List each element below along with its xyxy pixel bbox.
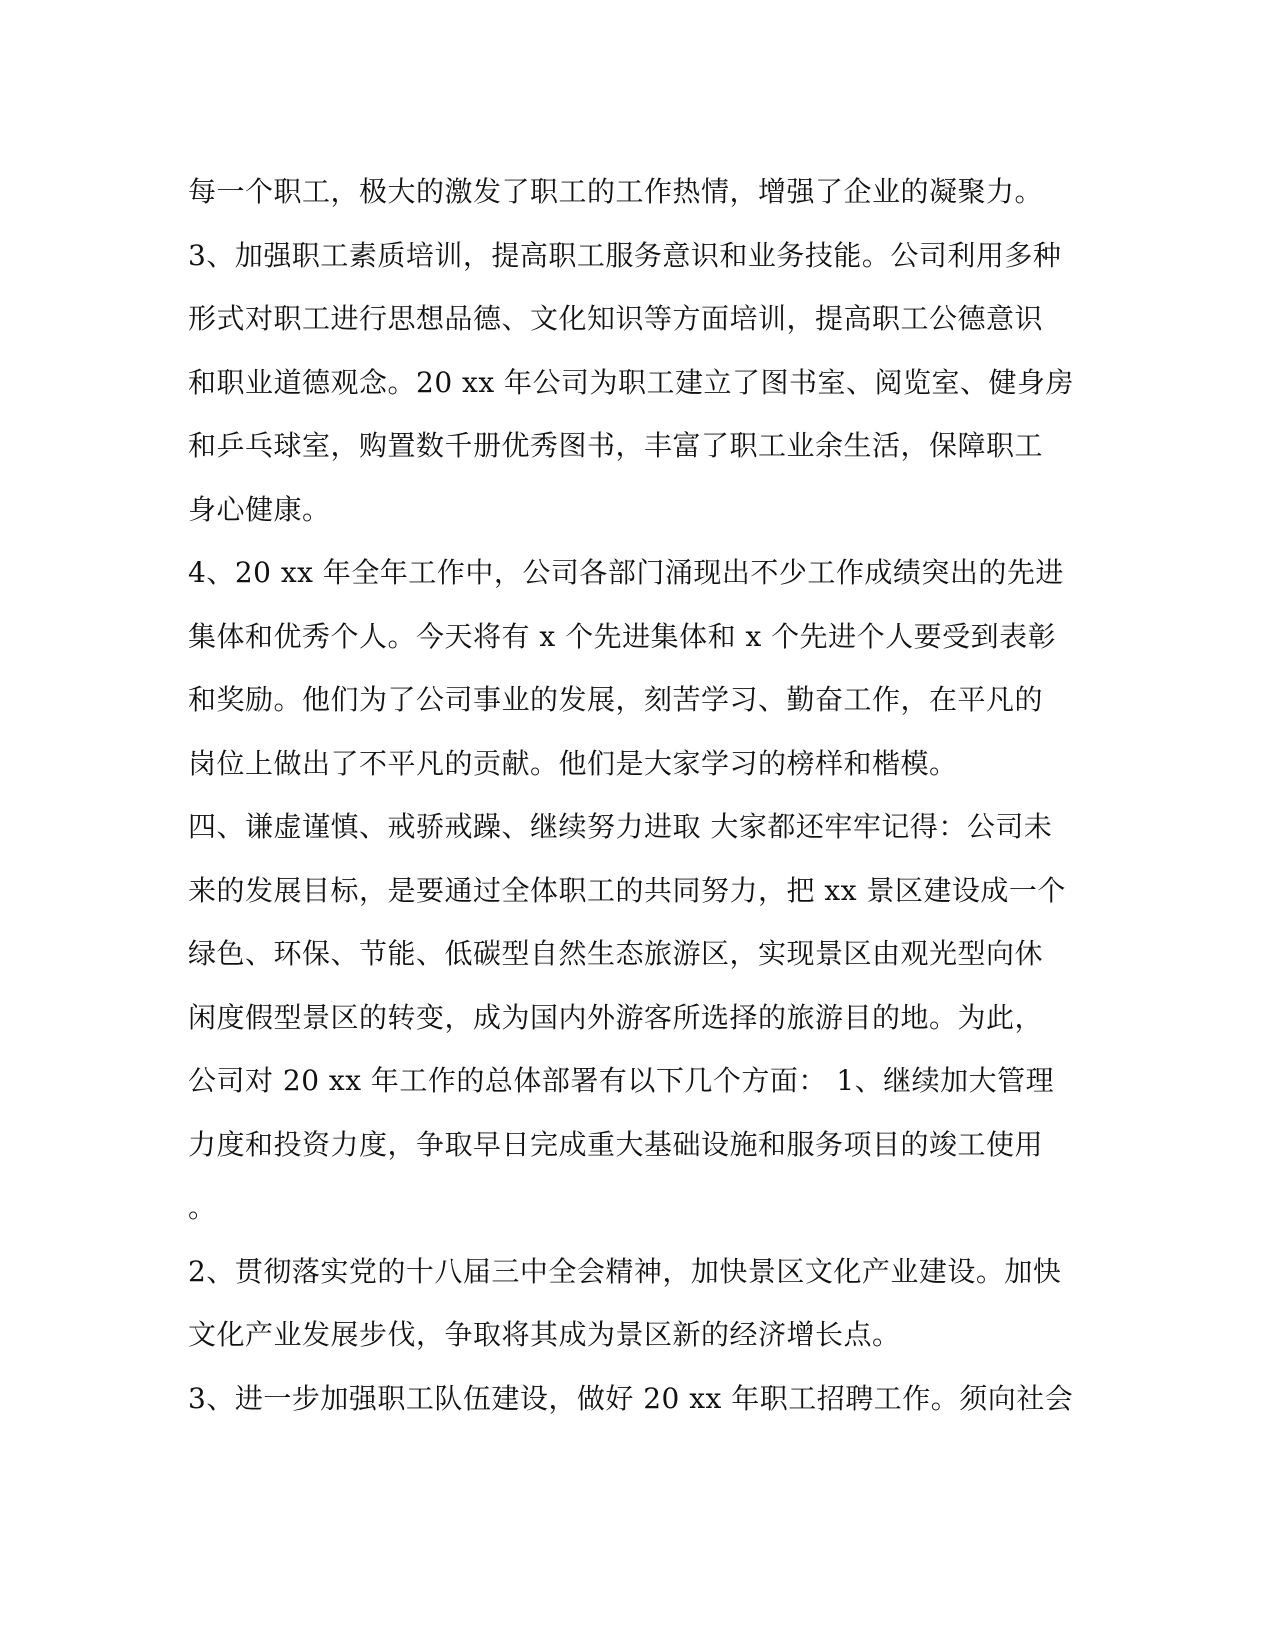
text-line: 4、20 xx 年全年工作中，公司各部门涌现出不少工作成绩突出的先进 [188,556,1064,589]
text-line: 每一个职工，极大的激发了职工的工作热情，增强了企业的凝聚力。 [188,175,1044,208]
text-line: 3、进一步加强职工队伍建设，做好 20 xx 年职工招聘工作。须向社会 [188,1381,1074,1415]
body-text [188,160,1088,1430]
text-line: 四、谦虚谨慎、戒骄戒躁、继续努力进取 大家都还牢牢记得：公司未 [188,810,1053,843]
text-line: 绿色、环保、节能、低碳型自然生态旅游区，实现景区由观光型向休 [188,937,1044,970]
text-line: 公司对 20 xx 年工作的总体部署有以下几个方面： 1、继续加大管理 [188,1064,1055,1097]
text-line: 闲度假型景区的转变，成为国内外游客所选择的旅游目的地。为此， [188,1000,1044,1034]
text-line: 形式对职工进行思想品德、文化知识等方面培训，提高职工公德意识 [188,302,1044,335]
text-line: 3、加强职工素质培训，提高职工服务意识和业务技能。公司利用多种 [188,238,1062,272]
text-line: 身心健康。 [188,492,331,526]
text-line: 文化产业发展步伐，争取将其成为景区新的经济增长点。 [188,1318,901,1351]
text-line: 和奖励。他们为了公司事业的发展，刻苦学习、勤奋工作，在平凡的 [188,683,1044,716]
text-line: 。 [188,1191,217,1224]
text-line: 和乒乓球室，购置数千册优秀图书，丰富了职工业余生活，保障职工 [188,429,1044,462]
text-line: 2、贯彻落实党的十八届三中全会精神，加快景区文化产业建设。加快 [188,1254,1062,1288]
text-line: 和职业道德观念。20 xx 年公司为职工建立了图书室、阅览室、健身房 [188,365,1075,399]
text-line: 来的发展目标，是要通过全体职工的共同努力，把 xx 景区建设成一个 [188,873,1066,907]
text-line: 力度和投资力度，争取早日完成重大基础设施和服务项目的竣工使用 [188,1127,1044,1161]
text-line: 集体和优秀个人。今天将有 x 个先进集体和 x 个先进个人要受到表彰 [188,619,1057,653]
text-line: 岗位上做出了不平凡的贡献。他们是大家学习的榜样和楷模。 [188,746,958,780]
